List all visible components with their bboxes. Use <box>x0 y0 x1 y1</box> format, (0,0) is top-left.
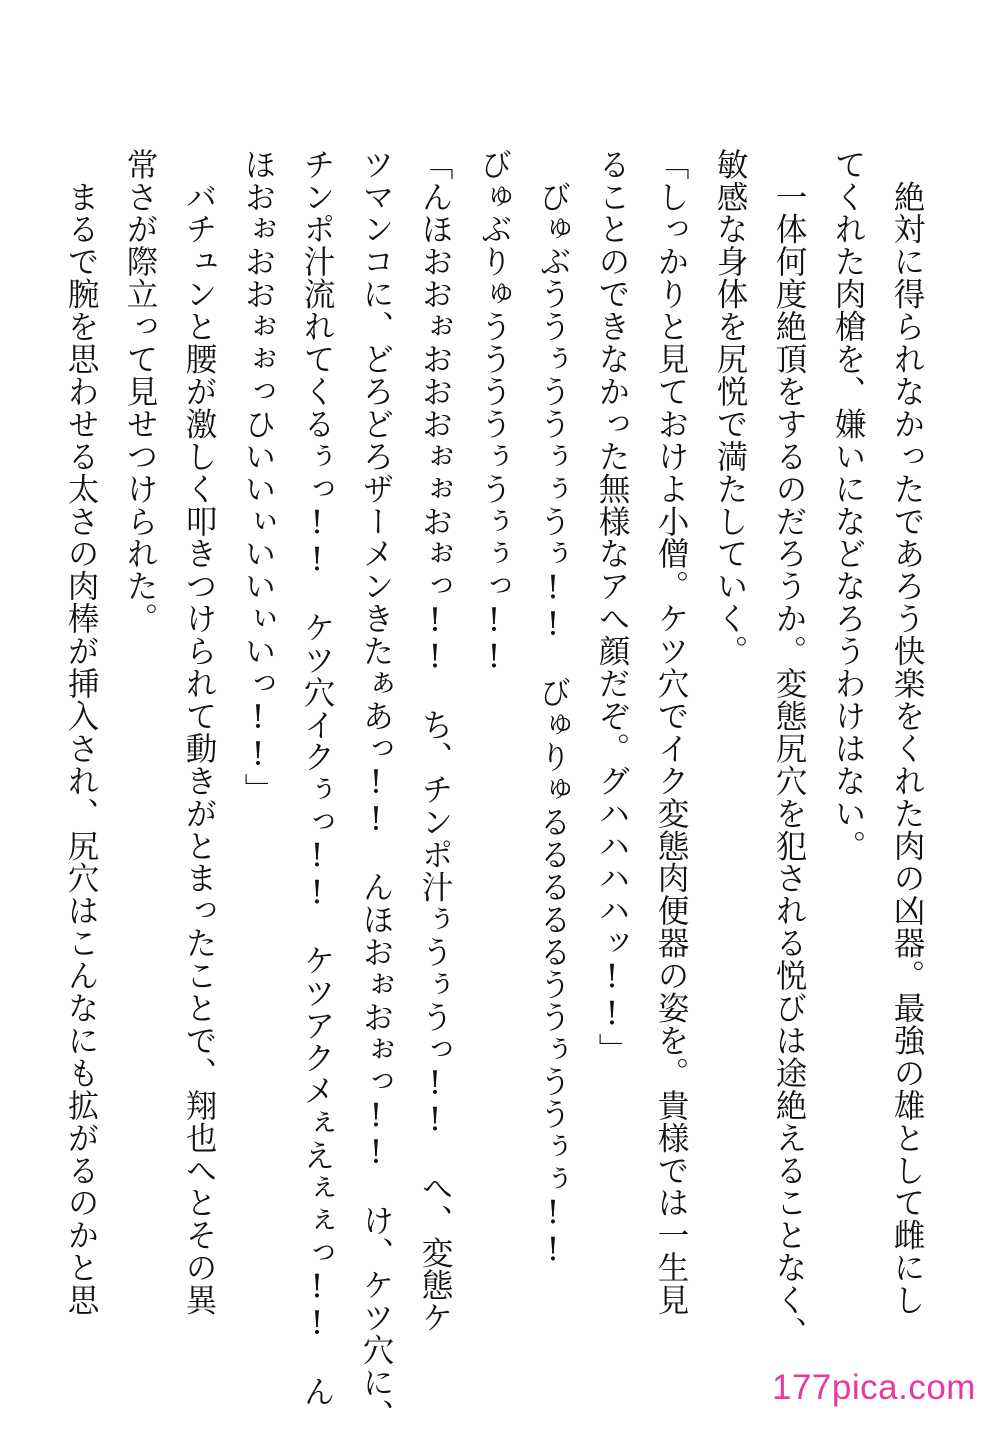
text-column-2: てくれた肉槍を、嫌いになどなろうわけはない。 <box>830 148 866 862</box>
text-column-8: びゅぶりゅううううぅうぅぅっ!! <box>476 148 512 676</box>
text-column-1: 絶対に得られなかったであろう快楽をくれた肉の凶器。最強の雄として雌にし <box>889 148 925 1317</box>
text-column-3: 一体何度絶頂をするのだろうか。変態尻穴を犯される悦びは途絶えることなく、 <box>771 148 807 1349</box>
text-column-12: ほおぉおおぉぉっひいいぃいいぃいっ!!」 <box>240 148 276 806</box>
text-column-5: 「しっかりと見ておけよ小僧。ケツ穴でイク変態肉便器の姿を。貴様では一生見 <box>653 148 689 1317</box>
text-column-4: 敏感な身体を尻悦で満たしていく。 <box>712 148 748 668</box>
text-column-11: チンポ汁流れてくるぅっ!! ケツ穴イクぅっ!! ケツアクメぇえぇぇっ!! ん <box>299 148 335 1408</box>
text-column-10: ツマンコに、どろどろザーメンきたぁあっ!! んほおぉおぉっ!! け、ケツ穴に、 <box>358 148 394 1431</box>
text-column-7: びゅぶううぅううぅぅうぅ!! びゅりゅるるるるるううぅううぅぅ!! <box>535 148 571 1269</box>
text-column-14: 常さが際立って見せつけられた。 <box>122 148 158 635</box>
text-column-15: まるで腕を思わせる太さの肉棒が挿入され、尻穴はこんなにも拡がるのかと思 <box>63 148 99 1317</box>
text-column-9: 「んほおおぉおおおぉぉおぉっ!! ち、チンポ汁ぅうぅうっ!! へ、変態ケ <box>417 148 453 1334</box>
watermark-text: 177pica.com <box>772 1368 976 1407</box>
text-column-13: バチュンと腰が激しく叩きつけられて動きがとまったことで、翔也へとその異 <box>181 148 217 1317</box>
text-column-6: ることのできなかった無様なアへ顔だぞ。グハハハハッ!!」 <box>594 148 630 1066</box>
